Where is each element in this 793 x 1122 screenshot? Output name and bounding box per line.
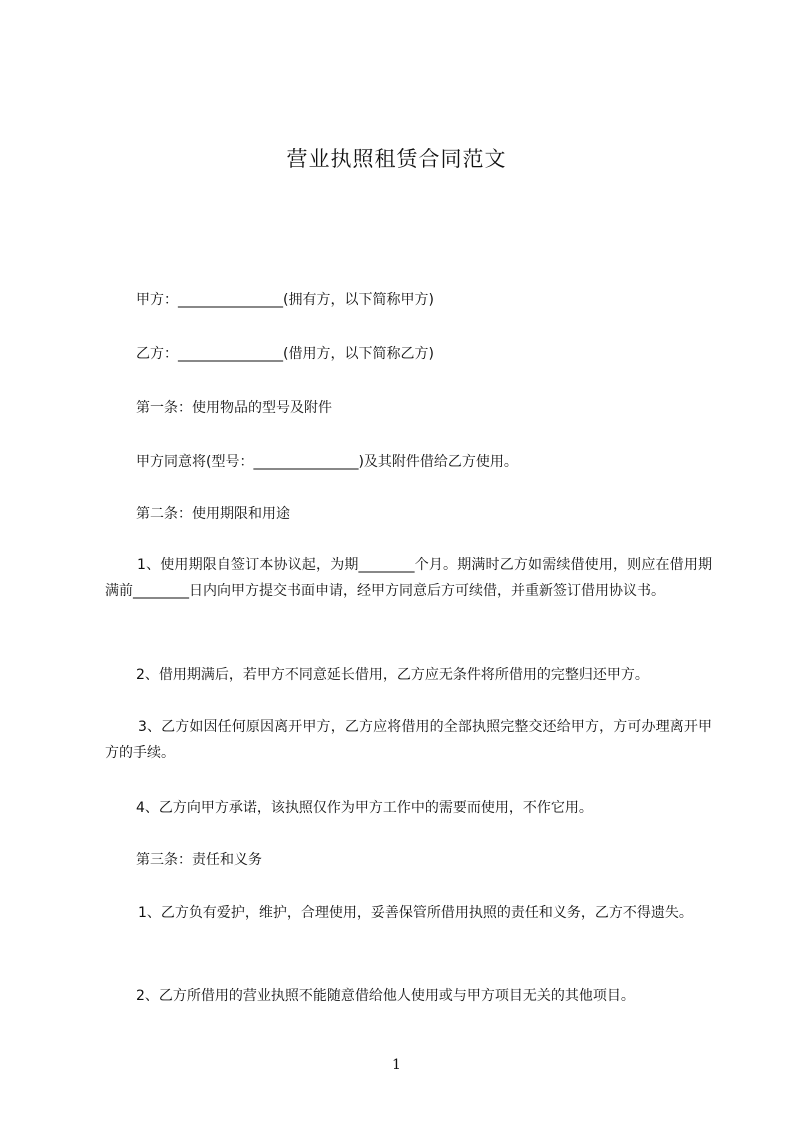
article-2-item-2: 2、借用期满后，若甲方不同意延长借用，乙方应无条件将所借用的完整归还甲方。 xyxy=(136,667,649,683)
page-number: 1 xyxy=(392,1057,401,1073)
article-2-item-4: 4、乙方向甲方承诺，该执照仅作为甲方工作中的需要而使用，不作它用。 xyxy=(136,800,593,816)
article-3-item-1: 1、乙方负有爱护，维护，合理使用，妥善保管所借用执照的责任和义务，乙方不得遗失。 xyxy=(138,905,693,921)
article-1-heading: 第一条：使用物品的型号及附件 xyxy=(136,400,332,416)
article-2-item-1: 1、使用期限自签订本协议起，为期________个月。期满时乙方如需续借使用，则应在借用期满前________日内向甲方提交书面申请，经甲方同意后方可续借，并重新签订借用协议书。 xyxy=(105,557,712,599)
article-3-heading: 第三条：责任和义务 xyxy=(136,852,262,868)
party-b-line: 乙方：_______________(借用方，以下简称乙方) xyxy=(136,346,434,362)
document-title: 营业执照租赁合同范文 xyxy=(286,147,507,171)
article-2-item-3: 3、乙方如因任何原因离开甲方，乙方应将借用的全部执照完整交还给甲方，方可办理离开甲方的手续。 xyxy=(105,719,712,761)
article-1-text: 甲方同意将(型号：_______________)及其附件借给乙方使用。 xyxy=(136,454,518,470)
article-2-heading: 第二条：使用期限和用途 xyxy=(136,506,290,522)
article-3-item-2: 2、乙方所借用的营业执照不能随意借给他人使用或与甲方项目无关的其他项目。 xyxy=(136,988,635,1004)
party-a-line: 甲方：_______________(拥有方，以下简称甲方) xyxy=(136,292,434,308)
